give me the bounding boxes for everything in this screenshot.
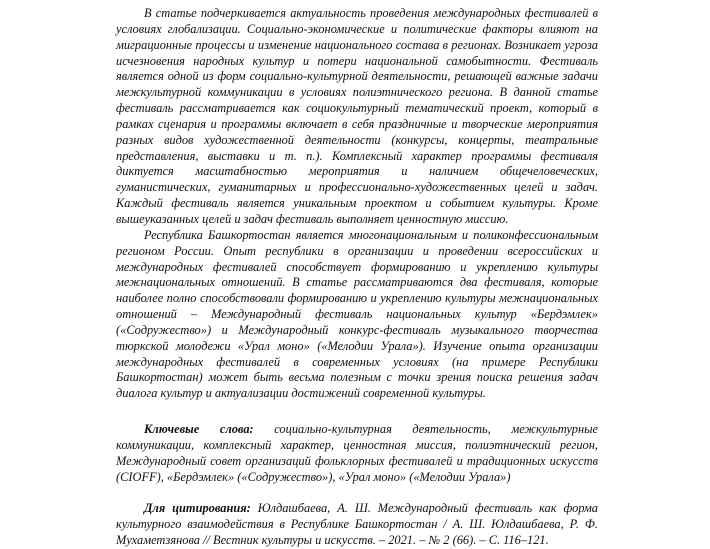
article-summary-page — [116, 6, 598, 549]
abstract-paragraph-1: В статье подчеркивается актуальность проведения международных фестивалей в условиях глобализации. Социально-экономические и политические факторы влияют на миграционные процессы и изменение национального состава в регионах. Возникает угроза исчезновения народных культур и потери национальной самобытности. Фестиваль является одной из форм социально-культурной деятельности, решающей важные задачи межкультурной коммуникации в условиях полиэтнического региона. В данной статье фестиваль рассматривается как социокультурный тематический проект, который в рамках сценария и программы включает в себя праздничные и творческие мероприятия разных видов художественной деятельности (конкурсы, концерты, театральные представления, выставки и т. п.). Комплексный характер программы фестиваля диктуется масштабностью мероприятия и наличием общечеловеческих, гуманистических, гуманитарных и профессионально-художественных целей и задач. Каждый фестиваль является уникальным проектом и событием культуры. Кроме вышеуказанных целей и задач фестиваль выполняет ценностную миссию. — [116, 6, 598, 226]
citation-section — [116, 501, 598, 549]
abstract — [116, 6, 598, 402]
abstract-paragraph-2: Республика Башкортостан является многонациональным и поликонфессиональным регионом России. Опыт республики в организации и проведении всероссийских и международных фестивалей способствует формированию и укреплению культуры межнациональных отношений. В статье рассматриваются два фестиваля, которые наиболее полно способствовали формированию и укреплению культуры межнациональных отношений – Международный фестиваль национальных культур «Бердэмлек» («Содружество») и Международный конкурс-фестиваль музыкального творчества тюркской молодежи «Урал моно» («Мелодии Урала»). Изучение опыта организации международных фестивалей в современных условиях (на примере Республики Башкортостан) может быть весьма полезным с точки зрения поиска решения задач диалога культур и актуализации достижений современной культуры. — [116, 227, 598, 401]
keywords-label: Ключевые слова: — [144, 422, 254, 437]
citation-text: Юлдашбаева, А. Ш. Международный фестиваль как форма культурного взаимодействия в Республике Башкортостан / А. Ш. Юлдашбаева, Р. Ф. Мухаметзянова // Вестник культуры и искусств. – 2021. – № 2 (66). – С. 116–121. — [116, 501, 598, 548]
keywords-section — [116, 422, 598, 485]
keywords-text: социально-культурная деятельность, межкультурные коммуникации, комплексный характер, ценностная миссия, полиэтнический регион, Международный совет организаций фольклорных фестивалей и традиционных искусств (CIOFF), «Бердэмлек» («Содружество»), «Урал моно» («Мелодии Урала») — [116, 422, 598, 484]
citation-label: Для цитирования: — [144, 501, 251, 516]
